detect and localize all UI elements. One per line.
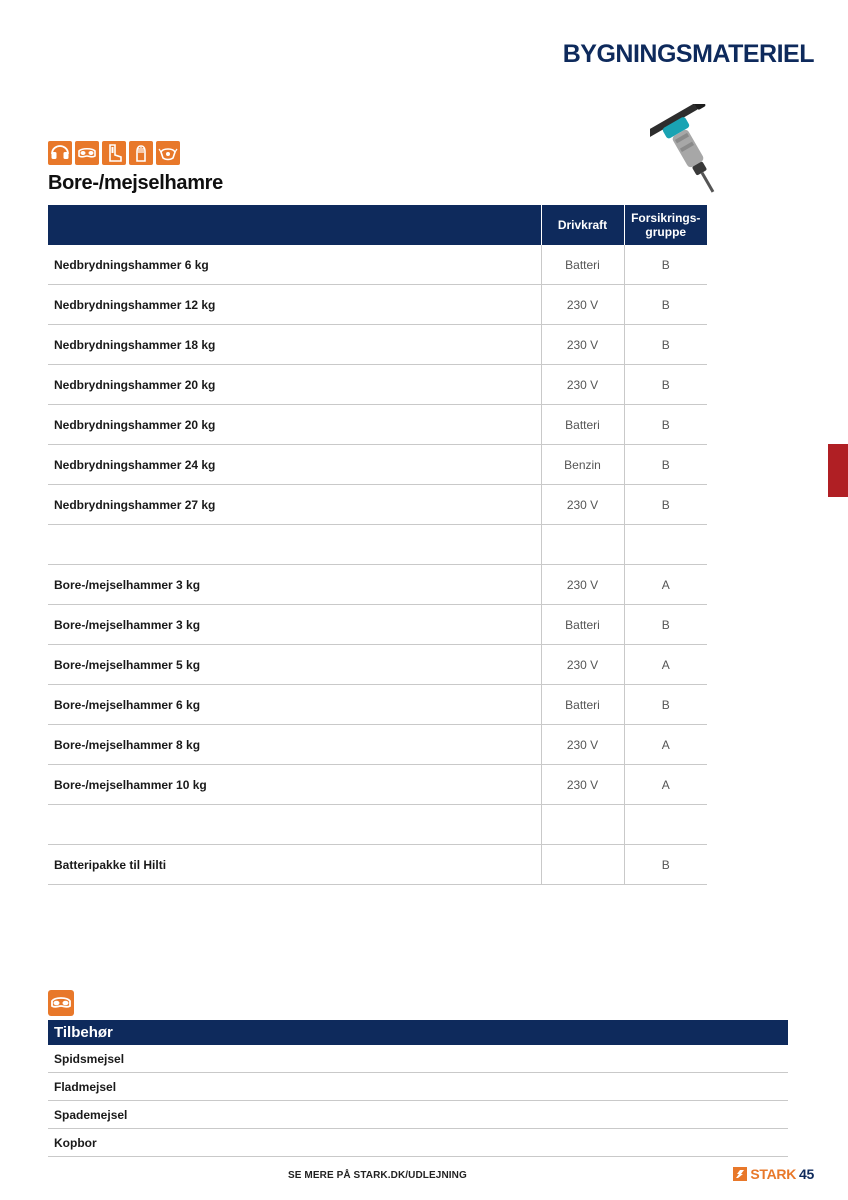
footer-brand	[733, 1166, 814, 1182]
drivkraft-cell: Benzin	[541, 445, 624, 485]
accessory-name: Spademejsel	[48, 1101, 788, 1129]
forsikringsgruppe-cell: B	[624, 845, 707, 885]
product-name-cell: Bore-/mejselhammer 3 kg	[48, 605, 541, 645]
forsikringsgruppe-cell: B	[624, 245, 707, 285]
product-name-cell: Bore-/mejselhammer 8 kg	[48, 725, 541, 765]
dust-mask-icon	[156, 141, 180, 165]
forsikringsgruppe-cell: B	[624, 285, 707, 325]
product-name-cell: Nedbrydningshammer 24 kg	[48, 445, 541, 485]
table-row	[48, 325, 707, 365]
forsikringsgruppe-cell: B	[624, 445, 707, 485]
product-table	[48, 205, 707, 885]
column-header-name	[48, 205, 541, 245]
column-header-drivkraft: Drivkraft	[541, 205, 624, 245]
drivkraft-cell: 230 V	[541, 645, 624, 685]
table-header-row	[48, 205, 707, 245]
forsikringsgruppe-cell: B	[624, 405, 707, 445]
stark-logo-icon	[733, 1167, 747, 1181]
table-row	[48, 525, 707, 565]
accessory-name: Fladmejsel	[48, 1073, 788, 1101]
accessories-table	[48, 1020, 788, 1157]
drivkraft-cell: 230 V	[541, 365, 624, 405]
product-title: Bore-/mejselhamre	[48, 172, 223, 194]
gloves-icon	[129, 141, 153, 165]
section-title: BYGNINGSMATERIEL	[562, 40, 814, 68]
forsikringsgruppe-cell: B	[624, 685, 707, 725]
drivkraft-cell: Batteri	[541, 245, 624, 285]
drivkraft-cell	[541, 525, 624, 565]
drivkraft-cell	[541, 805, 624, 845]
forsikringsgruppe-cell: A	[624, 565, 707, 605]
table-row	[48, 845, 707, 885]
table-row	[48, 405, 707, 445]
forsikringsgruppe-cell: B	[624, 605, 707, 645]
drivkraft-cell: 230 V	[541, 765, 624, 805]
drivkraft-cell	[541, 845, 624, 885]
forsikringsgruppe-cell: A	[624, 645, 707, 685]
forsikringsgruppe-cell: A	[624, 765, 707, 805]
table-row	[48, 365, 707, 405]
brand-name: STARK	[750, 1166, 797, 1182]
table-row	[48, 805, 707, 845]
product-name-cell: Nedbrydningshammer 20 kg	[48, 405, 541, 445]
product-name-cell: Nedbrydningshammer 12 kg	[48, 285, 541, 325]
demolition-hammer-icon	[650, 104, 730, 200]
table-row	[48, 765, 707, 805]
table-row	[48, 565, 707, 605]
forsikringsgruppe-cell: B	[624, 485, 707, 525]
list-item	[48, 1073, 788, 1101]
drivkraft-cell: 230 V	[541, 565, 624, 605]
page-number: 45	[799, 1166, 814, 1182]
safety-goggles-icon	[48, 990, 74, 1016]
accessories-title: Tilbehør	[48, 1020, 788, 1045]
table-row	[48, 485, 707, 525]
product-name-cell: Nedbrydningshammer 6 kg	[48, 245, 541, 285]
list-item	[48, 1101, 788, 1129]
safety-goggles-icon	[75, 141, 99, 165]
product-name-cell: Nedbrydningshammer 27 kg	[48, 485, 541, 525]
product-name-cell: Bore-/mejselhammer 5 kg	[48, 645, 541, 685]
table-row	[48, 605, 707, 645]
product-name-cell	[48, 805, 541, 845]
drivkraft-cell: Batteri	[541, 605, 624, 645]
accessory-name: Spidsmejsel	[48, 1045, 788, 1073]
list-item	[48, 1045, 788, 1073]
drivkraft-cell: 230 V	[541, 725, 624, 765]
forsikringsgruppe-cell: B	[624, 365, 707, 405]
drivkraft-cell: Batteri	[541, 405, 624, 445]
forsikringsgruppe-cell	[624, 805, 707, 845]
product-name-cell: Batteripakke til Hilti	[48, 845, 541, 885]
product-name-cell: Bore-/mejselhammer 6 kg	[48, 685, 541, 725]
accessory-name: Kopbor	[48, 1129, 788, 1157]
table-row	[48, 445, 707, 485]
product-name-cell: Nedbrydningshammer 18 kg	[48, 325, 541, 365]
product-name-cell: Bore-/mejselhammer 3 kg	[48, 565, 541, 605]
column-header-forsikringsgruppe: Forsikrings- gruppe	[624, 205, 707, 245]
product-name-cell: Bore-/mejselhammer 10 kg	[48, 765, 541, 805]
table-row	[48, 685, 707, 725]
table-row	[48, 245, 707, 285]
safety-boots-icon	[102, 141, 126, 165]
drivkraft-cell: 230 V	[541, 285, 624, 325]
forsikringsgruppe-cell: B	[624, 325, 707, 365]
drivkraft-cell: Batteri	[541, 685, 624, 725]
safety-icon-row	[48, 141, 180, 165]
footer-link[interactable]: SE MERE PÅ STARK.DK/UDLEJNING	[288, 1170, 467, 1181]
table-row	[48, 285, 707, 325]
forsikringsgruppe-cell	[624, 525, 707, 565]
table-row	[48, 725, 707, 765]
drivkraft-cell: 230 V	[541, 325, 624, 365]
product-name-cell	[48, 525, 541, 565]
forsikringsgruppe-cell: A	[624, 725, 707, 765]
ear-protection-icon	[48, 141, 72, 165]
product-name-cell: Nedbrydningshammer 20 kg	[48, 365, 541, 405]
table-row	[48, 645, 707, 685]
section-tab	[828, 444, 848, 497]
list-item	[48, 1129, 788, 1157]
drivkraft-cell: 230 V	[541, 485, 624, 525]
